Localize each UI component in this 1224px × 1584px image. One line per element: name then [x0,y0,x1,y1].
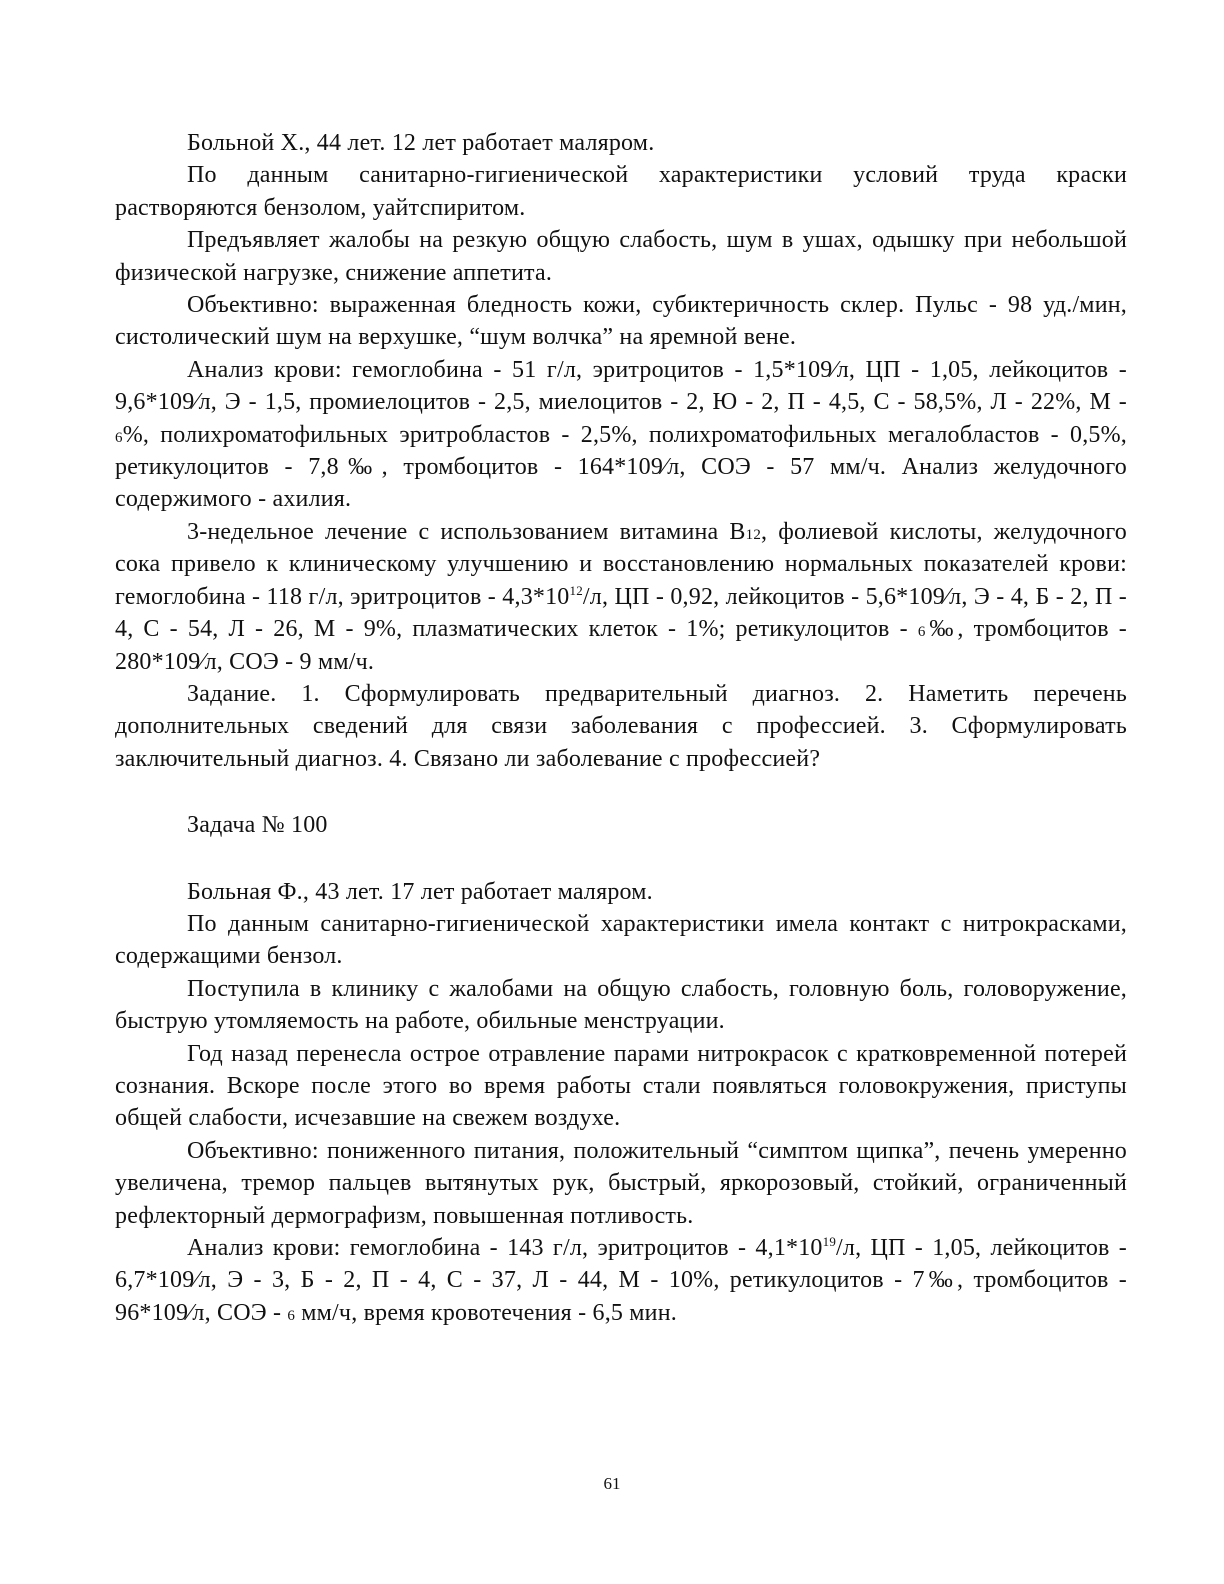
case2-heading: Задача № 100 [187,812,328,839]
case2-objective: Объективно: пониженного питания, положительный “симптом щипка”, печень умеренно увеличена, тремор пальцев вытянутых рук, быстрый, яркорозовый, стойкий, ограниченный рефлекторный дермографизм, повышенная потливость. [115,1137,1127,1229]
page-number: 61 [603,1474,621,1493]
case1-treatment-text-4: ‰, тромбоцитов - 280*109⁄л, СОЭ - 9 мм/ч. [115,616,1127,675]
case1-intro: Больной Х., 44 лет. 12 лет работает маляром. [187,130,655,156]
case2-history: Год назад перенесла острое отравление парами нитрокрасок с кратковременной потерей сознания. Вскоре после этого во время работы стали появляться головокружения, приступы общей слабости, исчезавшие на свежем воздухе. [115,1040,1127,1132]
case1-blood-m-value: 6 [115,429,123,446]
case2-blood-analysis [115,1232,1127,1329]
case2-complaints: Поступила в клинику с жалобами на общую слабость, головную боль, головоружение, быструю утомляемость на работе, обильные менструации. [115,975,1127,1035]
case1-blood-analysis [115,354,1127,516]
case2-blood-text-1: Анализ крови: гемоглобина - 143 г/л, эритроцитов - 4,1*10 [187,1235,823,1261]
case1-vitamin-subscript: 12 [745,526,762,543]
case1-treatment-text-3: /л, ЦП - 0,92, лейкоцитов - 5,6*109⁄л, Э - 4, Б - 2, П - 4, С - 54, Л - 26, М - 9%, плазматических клеток - 1%; ретикулоцитов - [115,583,1127,643]
document-body [115,127,1127,1329]
case1-objective: Объективно: выраженная бледность кожи, субиктеричность склер. Пульс - 98 уд./мин, систолический шум на верхушке, “шум волчка” на яремной вене. [115,292,1127,351]
case1-retic-value: 6 [917,624,926,641]
case1-task: Задание. 1. Сформулировать предварительный диагноз. 2. Наметить перечень дополнительных сведений для связи заболевания с профессией. 3. Сформулировать заключительный диагноз. 4. Связано ли заболевание с профессией? [115,680,1127,772]
case2-hygiene: По данным санитарно-гигиенической характеристики имела контакт с нитрокрасками, содержащими бензол. [115,910,1127,970]
case1-hygiene: По данным санитарно-гигиенической характеристики условий труда краски растворяются бензолом, уайтспиритом. [115,162,1127,221]
case1-blood-text-2: %, полихроматофильных эритробластов - 2,5%, полихроматофильных мегалобластов - 0,5%, ретикулоцитов - 7,8‰, тромбоцитов - 164*109⁄л, СОЭ - 57 мм/ч. Анализ желудочного содержимого - ахилия. [115,421,1127,513]
case1-complaints: Предъявляет жалобы на резкую общую слабость, шум в ушах, одышку при небольшой физической нагрузке, снижение аппетита. [115,227,1127,286]
case1-treatment-text-2: , фолиевой кислоты, желудочного сока привело к клиническому улучшению и восстановлению нормальных показателей крови: гемоглобина - 118 г/л, эритроцитов - 4,3*10 [115,518,1127,610]
case1-rbc-exponent: 12 [569,582,583,598]
case2-intro: Больная Ф., 43 лет. 17 лет работает маляром. [187,878,653,905]
case2-blood-text-2: /л, ЦП - 1,05, лейкоцитов - 6,7*109⁄л, Э - 3, Б - 2, П - 4, С - 37, Л - 44, М - 10%, ретикулоцитов - 7‰, тромбоцитов - 96*109⁄л, СОЭ - [115,1235,1127,1326]
case1-treatment [115,516,1127,678]
case1-treatment-text-1: 3-недельное лечение с использованием витамина В [187,518,746,545]
case2-blood-text-3: мм/ч, время кровотечения - 6,5 мин. [295,1299,677,1326]
case2-esr-value: 6 [287,1307,296,1324]
case2-rbc-exponent: 19 [822,1234,837,1249]
case1-blood-text-1: Анализ крови: гемоглобина - 51 г/л, эритроцитов - 1,5*109⁄л, ЦП - 1,05, лейкоцитов - 9,6*109⁄л, Э - 1,5, промиелоцитов - 2,5, миелоцитов - 2, Ю - 2, П - 4,5, С - 58,5%, Л - 22%, М - [115,356,1127,416]
